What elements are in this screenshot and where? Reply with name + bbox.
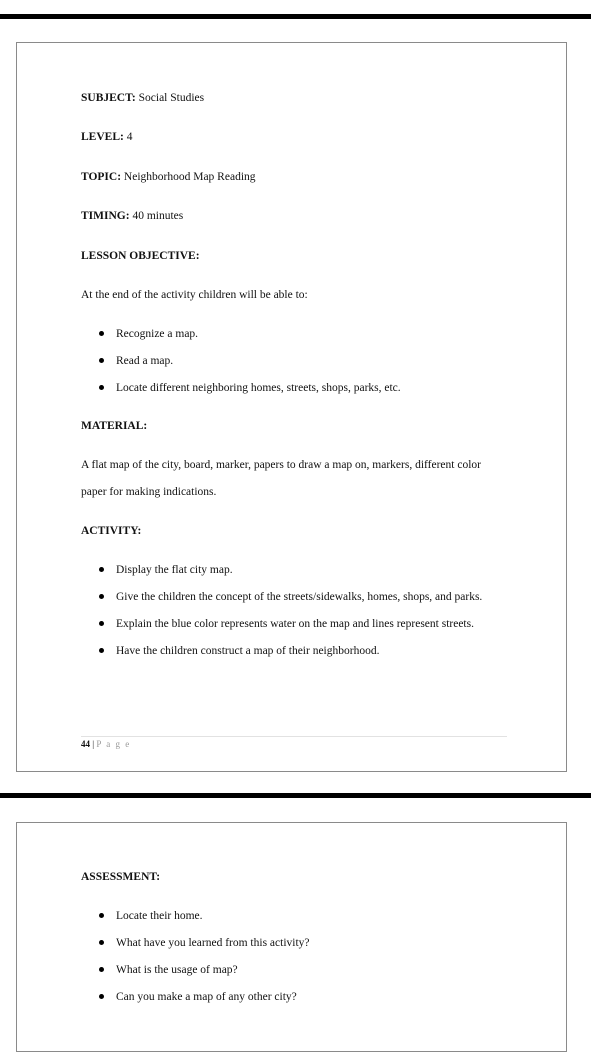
subject-label: SUBJECT:	[81, 92, 136, 104]
footer-divider	[81, 736, 507, 737]
objective-heading: LESSON OBJECTIVE:	[81, 250, 200, 262]
bullet-icon	[99, 621, 104, 626]
page-separator-middle	[0, 793, 591, 798]
bullet-icon	[99, 358, 104, 363]
page-number: 44	[81, 739, 90, 749]
bullet-icon	[99, 594, 104, 599]
document-page-45: ASSESSMENT: Locate their home. What have you learned from this activity? What is the usage of map? Can you make a map of any other city?	[16, 822, 567, 1052]
topic-value: Neighborhood Map Reading	[123, 171, 256, 183]
bullet-icon	[99, 567, 104, 572]
level-line	[81, 130, 132, 144]
topic-label: TOPIC:	[81, 171, 122, 183]
bullet-icon	[99, 967, 104, 972]
assessment-heading: ASSESSMENT:	[81, 871, 161, 883]
bullet-icon	[99, 913, 104, 918]
level-label: LEVEL:	[81, 131, 124, 143]
subject-value: Social Studies	[138, 92, 205, 104]
timing-label: TIMING:	[81, 210, 130, 222]
bullet-icon	[99, 385, 104, 390]
level-value: 4	[126, 131, 133, 143]
material-heading: MATERIAL:	[81, 420, 148, 432]
topic-line	[81, 170, 256, 184]
bullet-icon	[99, 648, 104, 653]
bullet-icon	[99, 331, 104, 336]
objective-intro: At the end of the activity children will be able to:	[81, 289, 308, 301]
page-word: P a g e	[96, 739, 131, 749]
bullet-icon	[99, 994, 104, 999]
document-page-44: SUBJECT: Social Studies LEVEL: 4 TOPIC: Neighborhood Map Reading TIMING: 40 minutes LESSON OBJECTIVE: At the end of the activity children will be able to: Recognize a map. Read a map. Locate different neighboring homes, streets, shops, parks, etc. MATERIAL: A flat map of the city, board, marker, papers to draw a map on, markers, different color paper for making indications. ACTIVITY: Display the flat city map. Give the children the concept of the streets/sidewalks, homes, shops, and parks. Explain the blue color represents water on the map and lines represent streets. Have the children construct a map of their neighborhood. 44 | P a g e	[16, 42, 567, 772]
material-text-line-1: A flat map of the city, board, marker, papers to draw a map on, markers, different color	[81, 459, 481, 471]
page-footer	[81, 738, 131, 750]
subject-line	[81, 91, 204, 105]
timing-line	[81, 209, 183, 223]
activity-heading: ACTIVITY:	[81, 525, 142, 537]
timing-value: 40 minutes	[132, 210, 184, 222]
material-text-line-2: paper for making indications.	[81, 486, 217, 498]
footer-separator: |	[92, 739, 95, 749]
bullet-icon	[99, 940, 104, 945]
page-separator-top	[0, 14, 591, 19]
